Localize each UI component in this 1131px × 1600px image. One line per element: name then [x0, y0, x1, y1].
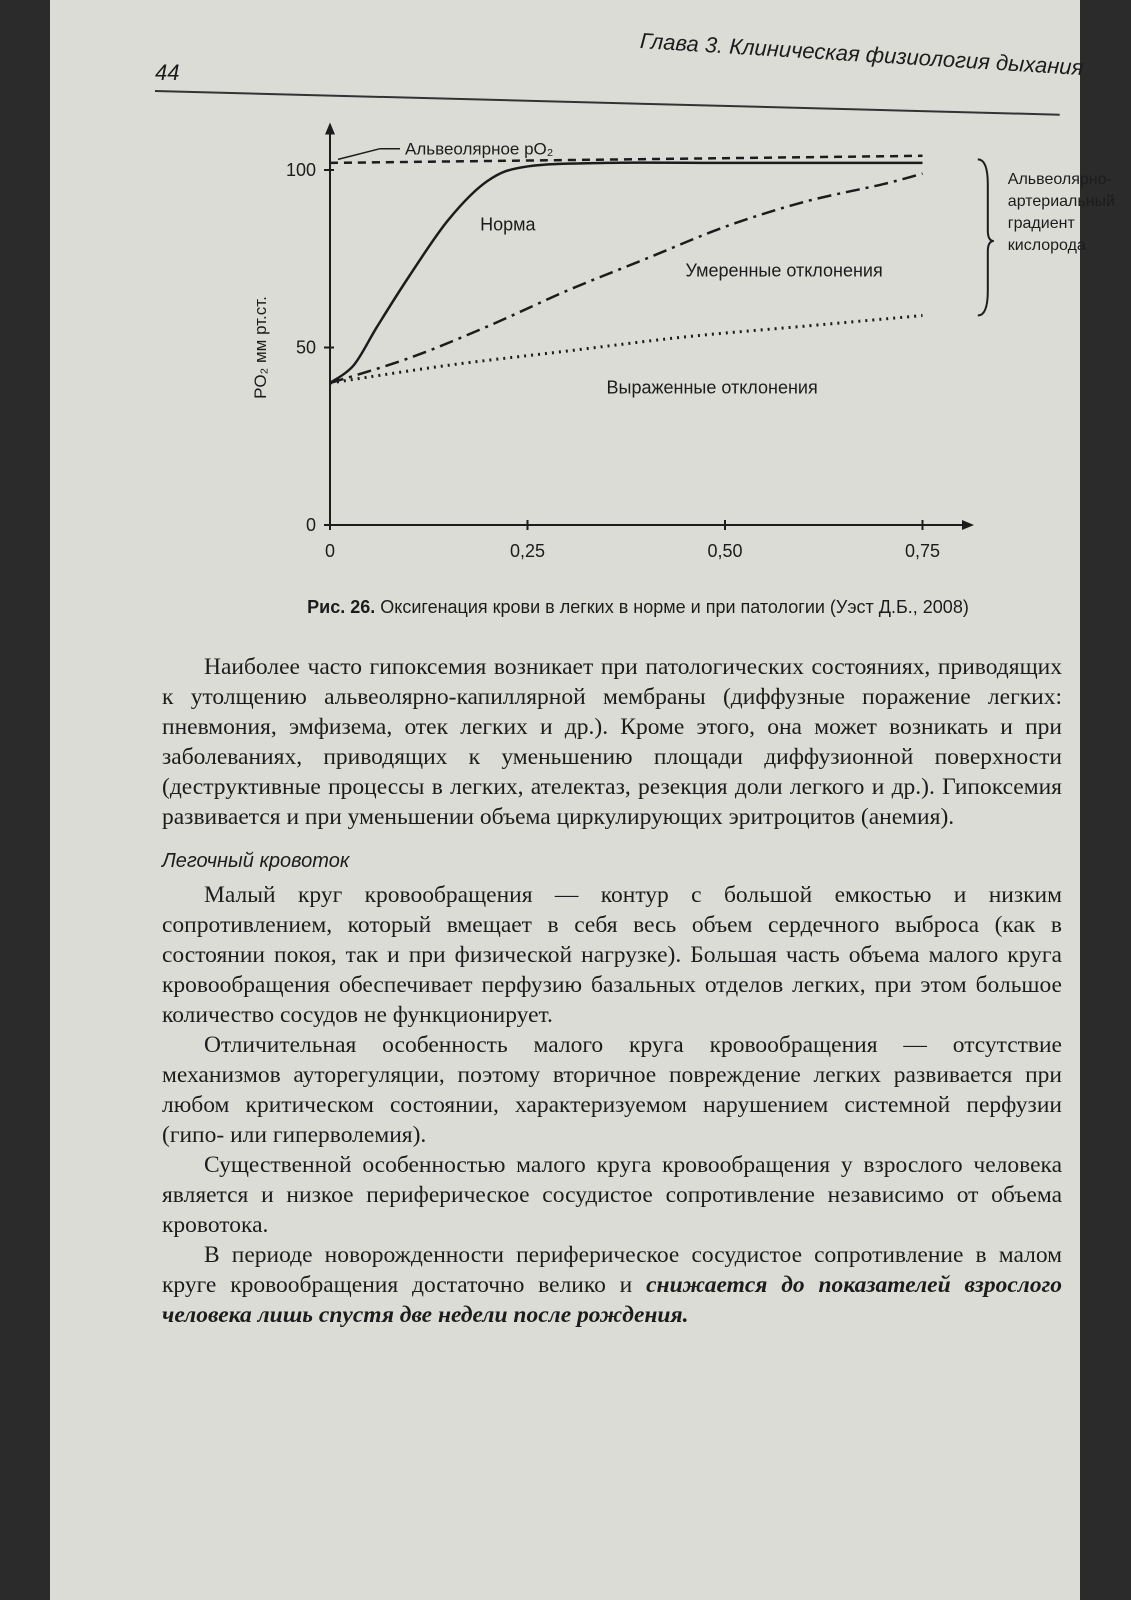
annotation-gradient-line: артериальный: [1007, 193, 1115, 211]
figure-caption: [218, 597, 1058, 618]
y-axis-label: PO₂ мм рт.ст.: [251, 296, 270, 399]
annotation-norm: Норма: [480, 214, 536, 235]
caption-text: Оксигенация крови в легких в норме и при патологии (Уэст Д.Б., 2008): [375, 597, 969, 617]
paragraph-5-emphasis: снижается до показателей взрослого человека лишь спустя две недели после рождения.: [162, 1272, 1063, 1328]
chart-labels: [251, 140, 1115, 561]
y-axis-arrow: [325, 123, 335, 135]
annotation-gradient-line: Альвеолярно-: [1007, 171, 1112, 189]
y-tick-label: 50: [295, 337, 316, 358]
header-rule: [155, 90, 1060, 116]
y-tick-label: 0: [305, 515, 316, 535]
paragraph-5: [162, 1240, 1062, 1330]
caption-label: Рис. 26.: [307, 597, 376, 617]
figure-26: [190, 120, 1115, 590]
annotation-gradient-line: кислорода: [1007, 237, 1086, 255]
subheading-pulmonary-blood-flow: Легочный кровоток: [162, 850, 350, 872]
annotation-gradient-line: градиент: [1007, 215, 1075, 233]
paragraph-2: Малый круг кровообращения — контур с большой емкостью и низким сопротивлением, который вмещает в себя весь объем сердечного выброса (как в состоянии покоя, так и при физической нагрузке). Большая часть объема малого круга кровообращения обеспечивает перфузию базальных отделов легких, при этом большое количество сосудов не функционирует.: [162, 882, 1062, 1028]
annotation-severe: Выраженные отклонения: [606, 377, 818, 398]
y-tick-label: 100: [285, 160, 316, 180]
chart-axes: [324, 123, 974, 531]
chart-series: [330, 149, 994, 383]
paragraph-5-start: В периоде новорожденности периферическое сосудистое сопротивление в малом круге кровообращения достаточно велико и: [162, 1242, 1062, 1298]
paragraph-3: Отличительная особенность малого круга кровообращения — отсутствие механизмов ауторегуляции, поэтому вторичное повреждение легких развивается при любом критическом состоянии, характеризуемом нарушением системной перфузии (гипо- или гиперволемия).: [162, 1032, 1062, 1148]
annotation-alveolar: Альвеолярное pO₂: [405, 139, 554, 159]
gradient-bracket: [978, 159, 994, 315]
x-tick-label: 0,75: [904, 541, 941, 561]
page-number: 44: [155, 60, 180, 85]
oxygenation-chart: [190, 120, 1115, 590]
x-tick-label: 0: [324, 541, 336, 561]
x-axis-arrow: [962, 520, 974, 530]
alveolar-leader: [338, 149, 380, 160]
x-tick-label: 0,50: [707, 541, 743, 561]
book-page: [50, 0, 1115, 1600]
x-tick-label: 0,25: [509, 541, 546, 561]
running-header: Глава 3. Клиническая физиология дыхания: [639, 28, 1085, 81]
annotation-moderate: Умеренные отклонения: [685, 260, 883, 281]
paragraph-4: Существенной особенностью малого круга кровообращения у взрослого человека является и низкое периферическое сосудистое сопротивление независимо от объема кровотока.: [162, 1152, 1062, 1238]
paragraph-1: Наиболее часто гипоксемия возникает при патологических состояниях, приводящих к утолщению альвеолярно-капиллярной мембраны (диффузные поражение легких: пневмония, эмфизема, отек легких и др.). Кроме этого, она может возникать и при заболеваниях, приводящих к уменьшению площади диффузионной поверхности (деструктивные процессы в легких, ателектаз, резекция доли легкого и др.). Гипоксемия развивается и при уменьшении объема циркулирующих эритроцитов (анемия).: [162, 654, 1062, 830]
body-text: [162, 652, 1062, 1330]
series-severe-line: [330, 316, 923, 383]
